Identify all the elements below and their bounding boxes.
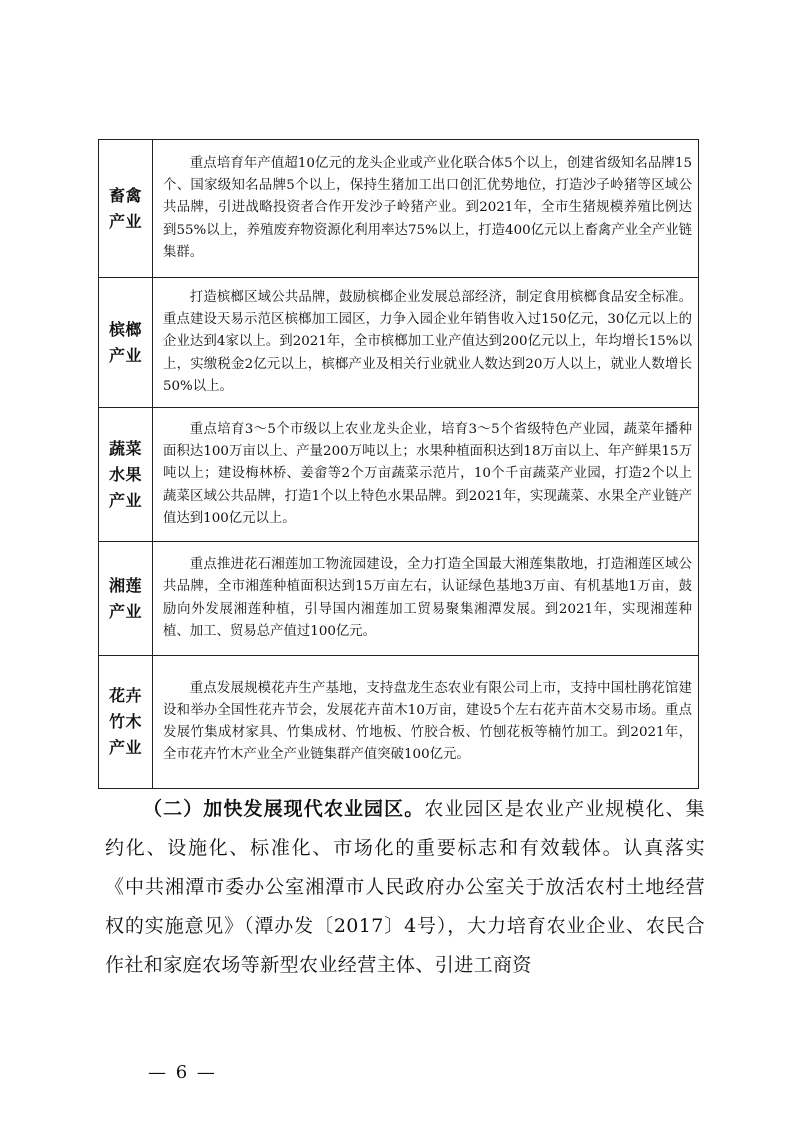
category-label: 湘莲	[108, 575, 142, 595]
category-label: 产业	[108, 601, 142, 621]
category-cell	[99, 542, 153, 656]
table-row	[99, 140, 699, 278]
category-label: 产业	[108, 738, 142, 757]
description-cell: 重点培育3～5个市级以上农业龙头企业，培育3～5个省级特色产业园，蔬菜年播种面积达100万亩以上、产量200万吨以上；水果种植面积达到18万亩以上、年产鲜果15万吨以上；建设梅林桥、姜畲等2个万亩蔬菜示范片，10个千亩蔬菜产业园，打造2个以上蔬菜区域公共品牌，打造1个以上特色水果品牌。到2021年，实现蔬菜、水果全产业链产值达到100亿元以上。	[153, 408, 699, 542]
paragraph-text: 农业园区是农业产业规模化、集约化、设施化、标准化、市场化的重要标志和有效载体。认真落实《中共湘潭市委办公室湘潭市人民政府办公室关于放活农村土地经营权的实施意见》（潭办发〔2017〕4号），大力培育农业企业、农民合作社和家庭农场等新型农业经营主体、引进工商资	[105, 798, 705, 976]
table-row	[99, 408, 699, 542]
category-label: 竹木	[108, 712, 142, 731]
category-cell	[99, 140, 153, 278]
table-row	[99, 656, 699, 789]
section-heading: （二）加快发展现代农业园区。	[143, 798, 425, 820]
description-cell: 重点培育年产值超10亿元的龙头企业或产业化联合体5个以上，创建省级知名品牌15个、国家级知名品牌5个以上，保持生猪加工出口创汇优势地位，打造沙子岭猪等区域公共品牌，引进战略投资者合作开发沙子岭猪产业。到2021年，全市生猪规模养殖比例达到55%以上，养殖废弃物资源化利用率达75%以上，打造400亿元以上畜禽产业全产业链集群。	[153, 140, 699, 278]
category-label: 产业	[108, 211, 142, 231]
category-cell	[99, 278, 153, 408]
category-label: 产业	[108, 345, 142, 365]
category-label: 花卉	[108, 686, 142, 705]
category-label: 畜禽	[108, 185, 142, 205]
category-cell	[99, 656, 153, 789]
category-label: 产业	[108, 490, 142, 510]
category-cell	[99, 408, 153, 542]
category-label: 水果	[108, 464, 142, 484]
industry-table	[98, 139, 699, 789]
body-paragraph	[105, 790, 705, 985]
description-cell: 重点发展规模花卉生产基地，支持盘龙生态农业有限公司上市，支持中国杜鹃花馆建设和举办全国性花卉节会，发展花卉苗木10万亩，建设5个左右花卉苗木交易市场。重点发展竹集成材家具、竹集成材、竹地板、竹胶合板、竹刨花板等楠竹加工。到2021年，全市花卉竹木产业全产业链集群产值突破100亿元。	[153, 656, 699, 789]
description-cell: 重点推进花石湘莲加工物流园建设，全力打造全国最大湘莲集散地，打造湘莲区域公共品牌，全市湘莲种植面积达到15万亩左右，认证绿色基地3万亩、有机基地1万亩，鼓励向外发展湘莲种植，引导国内湘莲加工贸易聚集湘潭发展。到2021年，实现湘莲种植、加工、贸易总产值过100亿元。	[153, 542, 699, 656]
description-cell: 打造槟榔区域公共品牌，鼓励槟榔企业发展总部经济，制定食用槟榔食品安全标准。重点建设天易示范区槟榔加工园区，力争入园企业年销售收入过150亿元，30亿元以上的企业达到4家以上。到2021年，全市槟榔加工业产值达到200亿元以上，年均增长15%以上，实缴税金2亿元以上，槟榔产业及相关行业就业人数达到20万人以上，就业人数增长50%以上。	[153, 278, 699, 408]
table-row	[99, 278, 699, 408]
page-number: — 6 —	[148, 1062, 217, 1083]
category-label: 蔬菜	[108, 438, 142, 458]
category-label: 槟榔	[108, 319, 142, 339]
table-row	[99, 542, 699, 656]
